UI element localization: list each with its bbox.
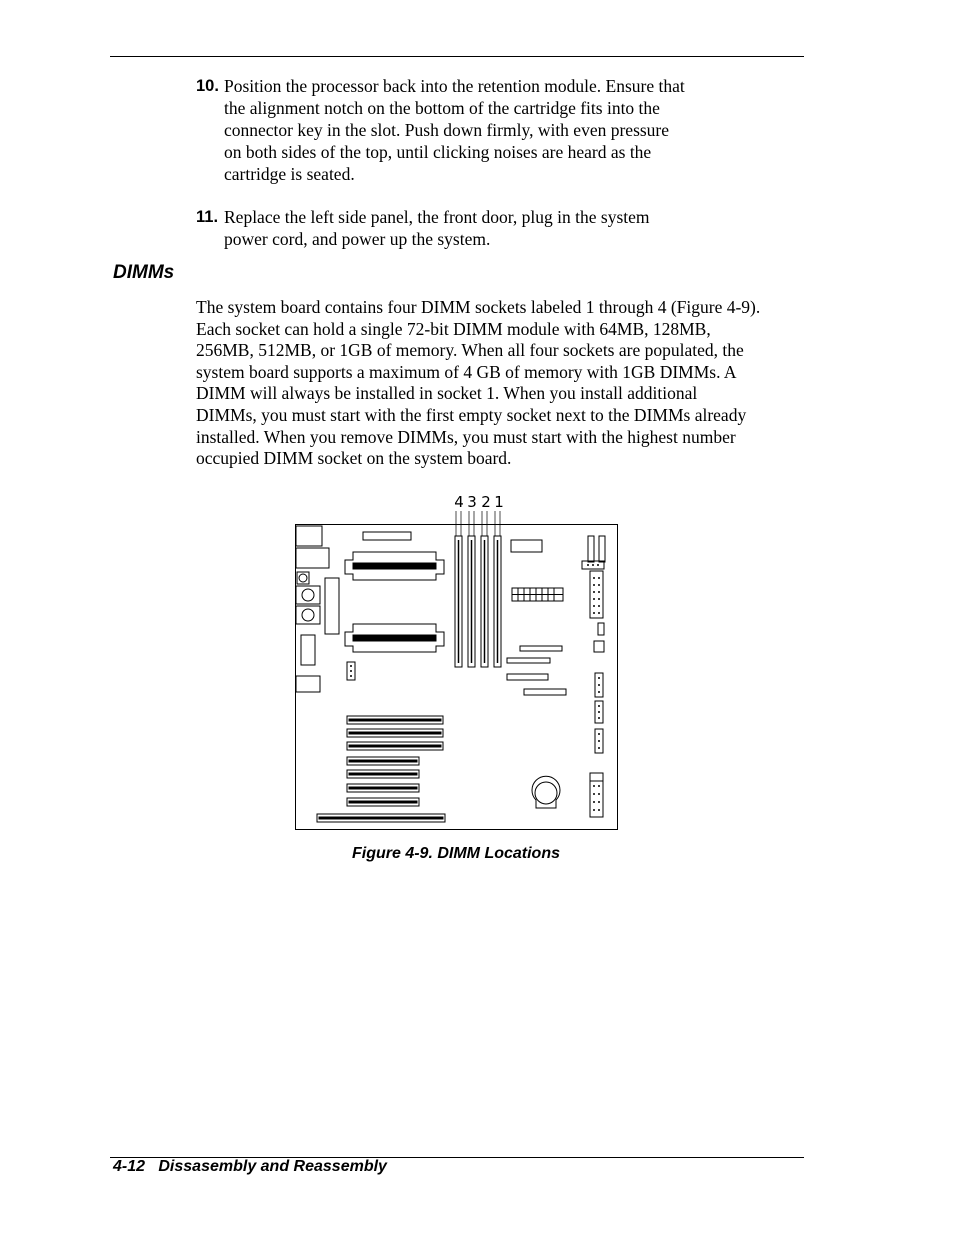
expansion-slots (317, 716, 445, 822)
rear-io-connectors (296, 526, 339, 692)
paragraph-line: 256MB, 512MB, or 1GB of memory. When all four sockets are populated, the (196, 340, 744, 361)
step-text-line: the alignment notch on the bottom of the cartridge fits into the (224, 98, 660, 118)
socket-label-2: 2 (481, 493, 491, 511)
step-text-line: Position the processor back into the retention module. Ensure that (224, 76, 685, 96)
processor-slot-1 (345, 552, 444, 580)
paragraph-line: The system board contains four DIMM sockets labeled 1 through 4 (Figure 4-9). (196, 297, 761, 317)
paragraph-line: occupied DIMM socket on the system board. (196, 448, 512, 469)
page-number: 4-12 (113, 1158, 146, 1175)
header-rule (110, 56, 804, 57)
paragraph-line: system board supports a maximum of 4 GB of memory with 1GB DIMMs. A (196, 361, 737, 382)
paragraph-line: installed. When you remove DIMMs, you must start with the highest number (196, 426, 736, 447)
section-heading: DIMMs (113, 262, 175, 283)
paragraph-line: Each socket can hold a single 72-bit DIMM module with 64MB, 128MB, (196, 318, 711, 339)
socket-label-1: 1 (494, 493, 504, 511)
battery (532, 776, 560, 808)
step-text-line: cartridge is seated. (224, 164, 355, 184)
paragraph-line: DIMMs, you must start with the first empty socket next to the DIMMs already (196, 404, 747, 425)
top-connector (363, 532, 411, 540)
processor-slot-2 (345, 624, 444, 652)
step-text-line: on both sides of the top, until clicking noises are heard as the (224, 142, 652, 162)
figure-caption: Figure 4-9. DIMM Locations (351, 845, 560, 862)
step-text-line: power cord, and power up the system. (224, 229, 491, 249)
step-text-line: Replace the left side panel, the front door, plug in the system (224, 207, 650, 227)
dimm-sockets (455, 536, 501, 667)
socket-label-3: 3 (467, 493, 477, 511)
socket-label-4: 4 (454, 493, 464, 511)
page-footer (113, 1158, 387, 1176)
step-number: 11. (196, 208, 219, 226)
section-paragraph (196, 297, 806, 470)
step-10 (196, 75, 736, 185)
step-11 (196, 206, 736, 250)
system-board-diagram (290, 490, 622, 835)
chapter-title: Dissasembly and Reassembly (158, 1158, 387, 1175)
step-text-line: connector key in the slot. Push down firmly, with even pressure (224, 120, 670, 140)
step-number: 10. (196, 77, 219, 95)
paragraph-line: DIMM will always be installed in socket 1. When you install additional (196, 383, 698, 404)
board-outline (296, 525, 618, 830)
socket-leader-lines (456, 511, 500, 536)
